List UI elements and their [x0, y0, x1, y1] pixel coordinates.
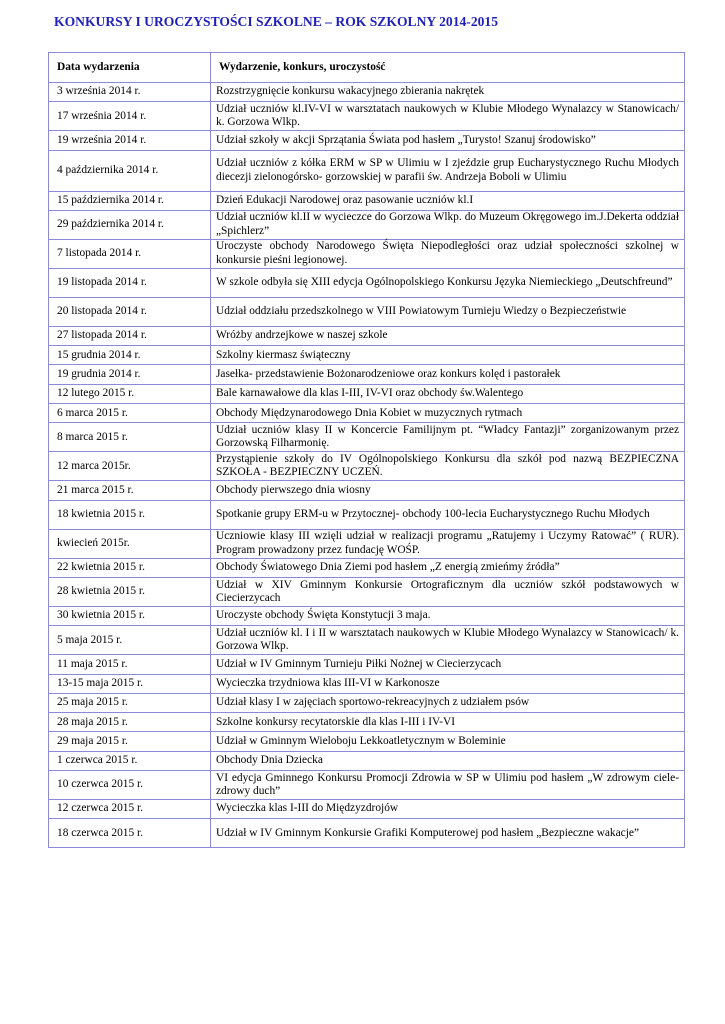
event-date: 22 kwietnia 2015 r.	[49, 558, 211, 577]
event-description: Dzień Edukacji Narodowej oraz pasowanie uczniów kl.I	[211, 191, 685, 210]
event-date: 21 marca 2015 r.	[49, 481, 211, 500]
event-description: Obchody Dnia Dziecka	[211, 751, 685, 770]
event-description: W szkole odbyła się XIII edycja Ogólnopolskiego Konkursu Języka Niemieckiego „Deutschfreund”	[211, 268, 685, 297]
page-title: KONKURSY I UROCZYSTOŚCI SZKOLNE – ROK SZKOLNY 2014-2015	[54, 14, 499, 29]
events-table	[48, 52, 685, 848]
table-row	[49, 481, 685, 500]
event-date: 20 listopada 2014 r.	[49, 297, 211, 326]
event-date: kwiecień 2015r.	[49, 529, 211, 558]
event-date: 10 czerwca 2015 r.	[49, 771, 211, 800]
event-description: Obchody pierwszego dnia wiosny	[211, 481, 685, 500]
event-date: 15 października 2014 r.	[49, 191, 211, 210]
event-description: Szkolne konkursy recytatorskie dla klas I-III i IV-VI	[211, 713, 685, 732]
event-description: Spotkanie grupy ERM-u w Przytocznej- obchody 100-lecia Eucharystycznego Ruchu Młodych	[211, 500, 685, 529]
table-row	[49, 83, 685, 102]
event-date: 12 czerwca 2015 r.	[49, 800, 211, 819]
table-row	[49, 800, 685, 819]
table-row	[49, 577, 685, 606]
event-description: Uroczyste obchody Święta Konstytucji 3 maja.	[211, 606, 685, 625]
event-date: 13-15 maja 2015 r.	[49, 674, 211, 693]
table-header-row	[49, 53, 685, 83]
event-date: 18 czerwca 2015 r.	[49, 819, 211, 848]
event-description: Udział w Gminnym Wieloboju Lekkoatletycznym w Boleminie	[211, 732, 685, 751]
table-row	[49, 819, 685, 848]
table-row	[49, 674, 685, 693]
table-row	[49, 384, 685, 403]
event-description: Przystąpienie szkoły do IV Ogólnopolskiego Konkursu dla szkół pod nazwą BEZPIECZNA SZKOŁA - BEZPIECZNY UCZEŃ.	[211, 452, 685, 481]
table-row	[49, 102, 685, 131]
event-date: 17 września 2014 r.	[49, 102, 211, 131]
table-row	[49, 771, 685, 800]
event-description: Uroczyste obchody Narodowego Święta Niepodległości oraz udział społeczności szkolnej w konkursie pieśni legionowej.	[211, 239, 685, 268]
event-description: Udział uczniów klasy II w Koncercie Familijnym pt. “Władcy Fantazji” zorganizowanym przez Gorzowską Filharmonię.	[211, 423, 685, 452]
event-date: 29 maja 2015 r.	[49, 732, 211, 751]
table-row	[49, 268, 685, 297]
event-date: 25 maja 2015 r.	[49, 693, 211, 712]
event-description: Udział uczniów kl.IV-VI w warsztatach naukowych w Klubie Młodego Wynalazcy w Stanowicach/ k. Gorzowa Wlkp.	[211, 102, 685, 131]
event-date: 28 kwietnia 2015 r.	[49, 577, 211, 606]
event-date: 28 maja 2015 r.	[49, 713, 211, 732]
table-row	[49, 529, 685, 558]
table-row	[49, 500, 685, 529]
event-description: Udział szkoły w akcji Sprzątania Świata pod hasłem „Turysto! Szanuj środowisko”	[211, 131, 685, 150]
event-description: Udział w IV Gminnym Turnieju Piłki Nożnej w Ciecierzycach	[211, 655, 685, 674]
event-date: 30 kwietnia 2015 r.	[49, 606, 211, 625]
table-row	[49, 423, 685, 452]
event-date: 5 maja 2015 r.	[49, 626, 211, 655]
event-description: Wycieczka trzydniowa klas III-VI w Karkonosze	[211, 674, 685, 693]
event-description: Wróżby andrzejkowe w naszej szkole	[211, 326, 685, 345]
table-row	[49, 655, 685, 674]
table-row	[49, 297, 685, 326]
event-description: VI edycja Gminnego Konkursu Promocji Zdrowia w SP w Ulimiu pod hasłem „W zdrowym ciele- zdrowy duch”	[211, 771, 685, 800]
table-row	[49, 626, 685, 655]
event-date: 18 kwietnia 2015 r.	[49, 500, 211, 529]
table-row	[49, 210, 685, 239]
event-date: 1 czerwca 2015 r.	[49, 751, 211, 770]
event-date: 19 listopada 2014 r.	[49, 268, 211, 297]
event-description: Wycieczka klas I-III do Międzyzdrojów	[211, 800, 685, 819]
table-row	[49, 693, 685, 712]
event-date: 15 grudnia 2014 r.	[49, 346, 211, 365]
event-description: Uczniowie klasy III wzięli udział w realizacji programu „Ratujemy i Uczymy Ratować” ( RUR). Program prowadzony przez fundację WOŚP.	[211, 529, 685, 558]
table-row	[49, 713, 685, 732]
table-row	[49, 131, 685, 150]
event-description: Bale karnawałowe dla klas I-III, IV-VI oraz obchody św.Walentego	[211, 384, 685, 403]
event-date: 4 października 2014 r.	[49, 150, 211, 191]
table-row	[49, 404, 685, 423]
header-event: Wydarzenie, konkurs, uroczystość	[211, 53, 685, 83]
table-row	[49, 239, 685, 268]
event-date: 19 grudnia 2014 r.	[49, 365, 211, 384]
event-date: 3 września 2014 r.	[49, 83, 211, 102]
event-description: Udział oddziału przedszkolnego w VIII Powiatowym Turnieju Wiedzy o Bezpieczeństwie	[211, 297, 685, 326]
event-date: 11 maja 2015 r.	[49, 655, 211, 674]
table-body	[49, 83, 685, 848]
event-description: Udział uczniów kl. I i II w warsztatach naukowych w Klubie Młodego Wynalazcy w Stanowicach/ k. Gorzowa Wlkp.	[211, 626, 685, 655]
event-description: Rozstrzygnięcie konkursu wakacyjnego zbierania nakrętek	[211, 83, 685, 102]
event-description: Jasełka- przedstawienie Bożonarodzeniowe oraz konkurs kolęd i pastorałek	[211, 365, 685, 384]
table-row	[49, 365, 685, 384]
table-row	[49, 751, 685, 770]
event-date: 27 listopada 2014 r.	[49, 326, 211, 345]
event-date: 29 października 2014 r.	[49, 210, 211, 239]
event-description: Udział uczniów kl.II w wycieczce do Gorzowa Wlkp. do Muzeum Okręgowego im.J.Dekerta oddział „Spichlerz”	[211, 210, 685, 239]
table-row	[49, 150, 685, 191]
event-date: 19 września 2014 r.	[49, 131, 211, 150]
table-row	[49, 326, 685, 345]
event-description: Udział w IV Gminnym Konkursie Grafiki Komputerowej pod hasłem „Bezpieczne wakacje”	[211, 819, 685, 848]
table-row	[49, 191, 685, 210]
event-description: Szkolny kiermasz świąteczny	[211, 346, 685, 365]
table-row	[49, 732, 685, 751]
table-row	[49, 452, 685, 481]
event-date: 6 marca 2015 r.	[49, 404, 211, 423]
event-date: 8 marca 2015 r.	[49, 423, 211, 452]
table-row	[49, 558, 685, 577]
event-description: Udział w XIV Gminnym Konkursie Ortograficznym dla uczniów szkół podstawowych w Ciecierzycach	[211, 577, 685, 606]
event-description: Obchody Światowego Dnia Ziemi pod hasłem „Z energią zmieńmy źródła”	[211, 558, 685, 577]
event-description: Udział uczniów z kółka ERM w SP w Ulimiu w I zjeździe grup Eucharystycznego Ruchu Młodych diecezji zielonogórsko- gorzowskiej w parafii św. Andrzeja Boboli w Ulimiu	[211, 150, 685, 191]
event-description: Udział klasy I w zajęciach sportowo-rekreacyjnych z udziałem psów	[211, 693, 685, 712]
table-row	[49, 346, 685, 365]
event-description: Obchody Międzynarodowego Dnia Kobiet w muzycznych rytmach	[211, 404, 685, 423]
event-date: 12 lutego 2015 r.	[49, 384, 211, 403]
event-date: 7 listopada 2014 r.	[49, 239, 211, 268]
table-row	[49, 606, 685, 625]
header-date: Data wydarzenia	[49, 53, 211, 83]
event-date: 12 marca 2015r.	[49, 452, 211, 481]
